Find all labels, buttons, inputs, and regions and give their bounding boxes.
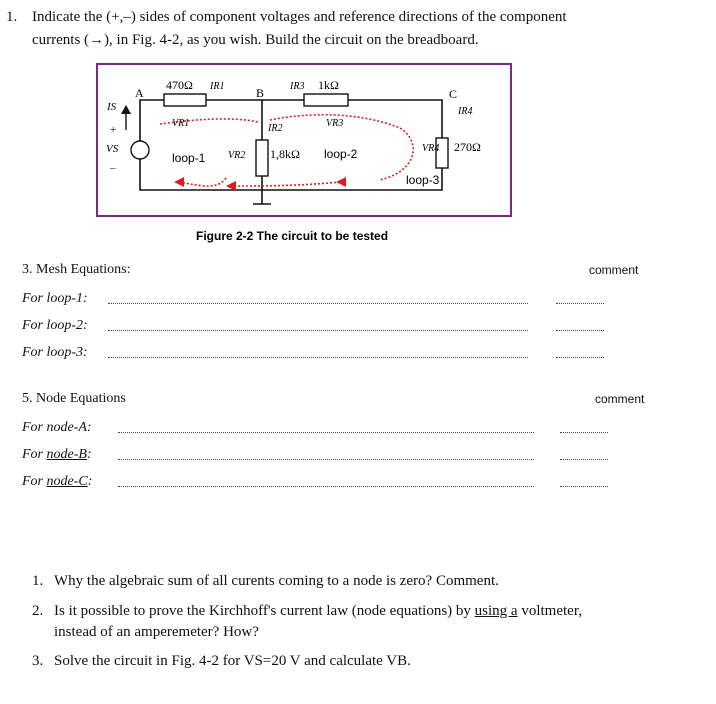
node-c-label: C: [449, 87, 458, 101]
mesh-answer-line-1[interactable]: [108, 303, 528, 304]
mesh-answer-line-3[interactable]: [108, 357, 528, 358]
node-answer-line-b[interactable]: [118, 459, 534, 460]
vr1-label: VR1: [172, 118, 190, 129]
r1-value: 470Ω: [166, 78, 193, 92]
mesh-heading: 3. Mesh Equations:: [22, 262, 131, 277]
question-1-text: Why the algebraic sum of all curents coming to a node is zero? Comment.: [54, 573, 499, 589]
question-3-number: 3.: [32, 653, 44, 669]
node-answer-line-c[interactable]: [118, 486, 534, 487]
node-comment-line-a[interactable]: [560, 432, 608, 433]
mesh-comment-line-2[interactable]: [556, 330, 604, 331]
mesh-comment-line-3[interactable]: [556, 357, 604, 358]
question-1-number: 1.: [32, 573, 44, 589]
vr3-label: VR3: [326, 118, 344, 129]
voltage-source: [131, 141, 149, 159]
ir3-label: IR3: [290, 81, 305, 92]
node-a-label: A: [135, 86, 144, 100]
plus-label: +: [110, 124, 117, 136]
node-row-c: For node-C:: [22, 474, 93, 489]
loop3-label: loop-3: [406, 173, 440, 187]
mesh-answer-line-2[interactable]: [108, 330, 528, 331]
question-2-line1: Is it possible to prove the Kirchhoff's current law (node equations) by using a voltmeter,: [54, 603, 582, 619]
mesh-row-loop3: For loop-3:: [22, 345, 88, 360]
r4-value: 270Ω: [454, 140, 481, 154]
circuit-figure: [0, 0, 716, 243]
node-b-label: B: [256, 86, 265, 100]
task1-number: 1.: [6, 9, 18, 25]
r3-value: 1kΩ: [318, 78, 339, 92]
loop-arrowheads: [174, 177, 346, 191]
question-3-text: Solve the circuit in Fig. 4-2 for VS=20 V and calculate VB.: [54, 653, 411, 669]
ir1-label: IR1: [210, 81, 225, 92]
resistor-r3: [304, 94, 348, 106]
mesh-row-loop2: For loop-2:: [22, 318, 88, 333]
ir4-label: IR4: [458, 106, 473, 117]
question-2-number: 2.: [32, 603, 44, 619]
node-row-b: For node-B:: [22, 447, 92, 462]
loop2-label: loop-2: [324, 147, 358, 161]
source-arrowhead: [121, 105, 131, 114]
r2-value: 1,8kΩ: [270, 147, 300, 161]
node-answer-line-a[interactable]: [118, 432, 534, 433]
task1-line1: Indicate the (+,–) sides of component voltages and reference directions of the component: [32, 9, 567, 25]
loop1-label: loop-1: [172, 151, 206, 165]
resistor-r2: [256, 140, 268, 176]
mesh-row-loop1: For loop-1:: [22, 291, 88, 306]
node-comment-header: comment: [595, 392, 645, 406]
node-row-a: For node-A:: [22, 420, 92, 435]
is-label: IS: [107, 101, 117, 113]
minus-label: –: [110, 162, 116, 174]
vr4-label: VR4: [422, 143, 440, 154]
mesh-comment-line-1[interactable]: [556, 303, 604, 304]
question-2-line2: instead of an amperemeter? How?: [54, 624, 259, 640]
mesh-comment-header: comment: [589, 263, 639, 277]
task1-line2: currents (→), in Fig. 4-2, as you wish. Build the circuit on the breadboard.: [32, 32, 479, 48]
vr2-label: VR2: [228, 150, 246, 161]
node-heading: 5. Node Equations: [22, 391, 126, 406]
node-comment-line-b[interactable]: [560, 459, 608, 460]
ir2-label: IR2: [268, 123, 283, 134]
figure-caption: Figure 2-2 The circuit to be tested: [196, 229, 389, 243]
node-comment-line-c[interactable]: [560, 486, 608, 487]
vs-label: VS: [106, 143, 119, 155]
resistor-r1: [164, 94, 206, 106]
